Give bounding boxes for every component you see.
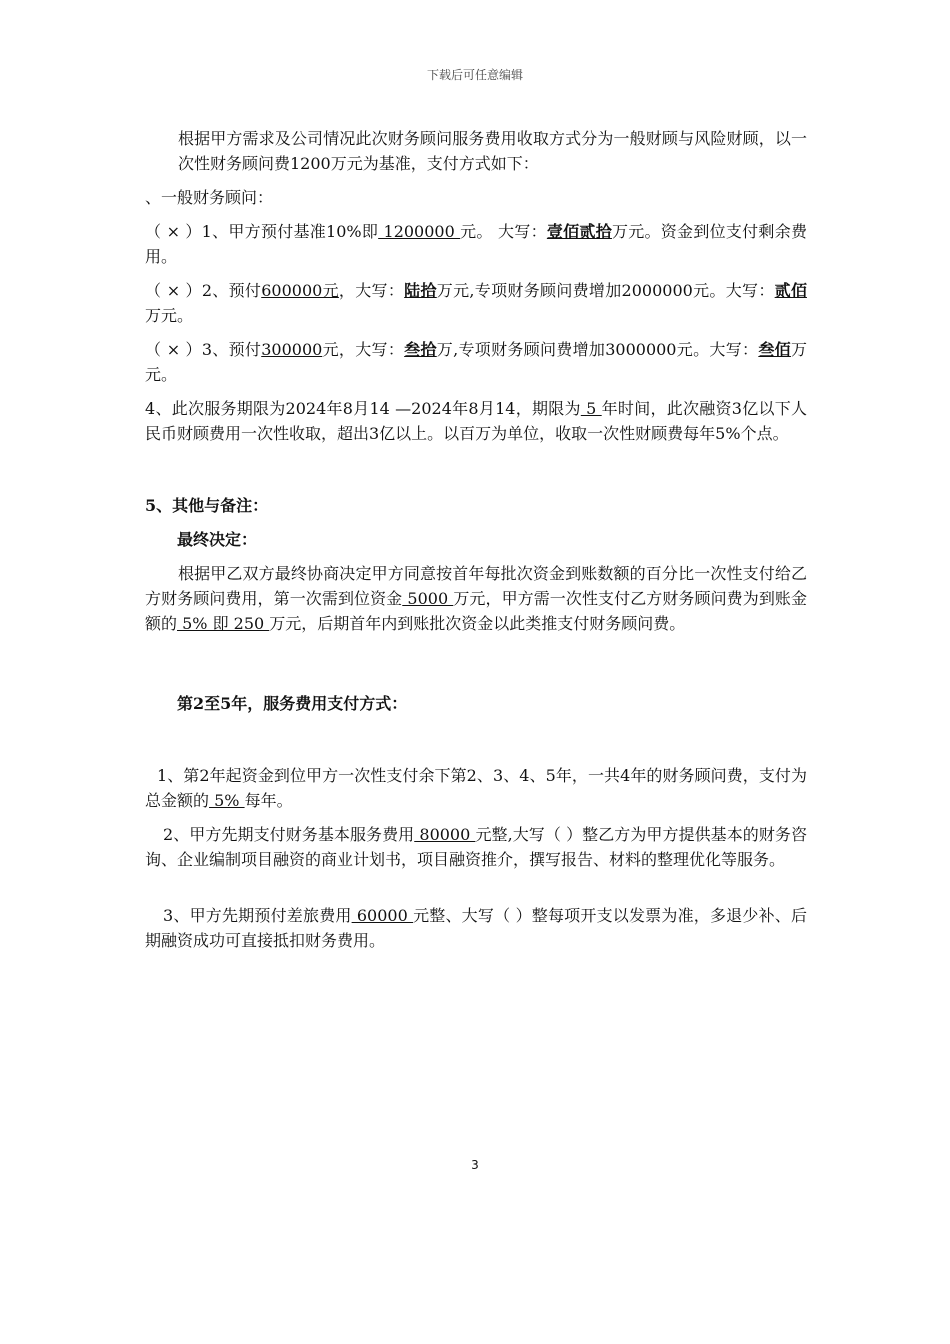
- filled-amount: 600000元: [261, 281, 339, 300]
- other-heading: 5、其他与备注：: [145, 496, 269, 515]
- final-text: 万元，甲方需一次性支付乙方财务顾问费为到账金额的: [145, 589, 807, 633]
- term-text: 年时间，此次融资3亿以下人民币财顾费用一次性收取，超出3亿以上。以百万为单位，收取一次性财顾费每年5%个点。: [145, 399, 807, 443]
- item-text: 元整、大写（ ）整每项开支以发票为准，多退少补、后期融资成功可直接抵扣财务费用。: [145, 906, 807, 950]
- page-header: 下载后可任意编辑: [426, 68, 523, 82]
- item-text: 3、甲方先期预付差旅费用: [163, 906, 352, 925]
- item-3: [145, 903, 807, 953]
- option-text: 万元。: [145, 306, 194, 325]
- filled-amount: 300000: [261, 340, 323, 359]
- final-heading: 最终决定：: [177, 530, 258, 549]
- item-text: 2、甲方先期支付财务基本服务费用: [163, 825, 415, 844]
- spacer: [145, 881, 807, 903]
- filled-amount-words: 叁佰: [758, 340, 791, 359]
- years-heading: 第2至5年，服务费用支付方式：: [177, 694, 408, 713]
- item-1: [145, 763, 807, 813]
- option-text: 万元。: [145, 340, 807, 384]
- option-text: 万元,专项财务顾问费增加2000000元。大写：: [436, 281, 775, 300]
- final-text: 万元，后期首年内到账批次资金以此类推支付财务顾问费。: [269, 614, 686, 633]
- item-text: 1、第2年起资金到位甲方一次性支付余下第2、3、4、5年，一共4年的财务顾问费，支付为总金额的: [145, 766, 807, 810]
- term-text: 4、此次服务期限为2024年8月14 —2024年8月14，期限为: [145, 399, 581, 418]
- general-heading: 、一般财务顾问：: [145, 188, 274, 207]
- option-mark: （ × ）: [145, 222, 202, 241]
- final-text: 根据甲乙双方最终协商决定甲方同意按首年每批次资金到账数额的百分比一次性支付给乙方财务顾问费用，第一次需到位资金: [145, 564, 807, 608]
- option-text: 元。 大写：: [460, 222, 547, 241]
- filled-amount: 60000: [351, 906, 414, 925]
- option-2: [145, 278, 807, 328]
- spacer: [145, 645, 807, 691]
- filled-years: 5: [580, 399, 602, 418]
- filled-amount: 80000: [414, 825, 476, 844]
- option-text: ，大写：: [338, 281, 405, 300]
- intro-text: 根据甲方需求及公司情况此次财务顾问服务费用收取方式分为一般财顾与风险财顾，以一次性财务顾问费1200万元为基准，支付方式如下：: [178, 129, 807, 173]
- option-mark: （ × ）: [145, 281, 202, 300]
- page-number: 3: [471, 1158, 479, 1172]
- spacer: [145, 455, 807, 493]
- item-2: [145, 822, 807, 872]
- item-text: 元整,大写（ ）整乙方为甲方提供基本的财务咨询、企业编制项目融资的商业计划书，项目融资推介，撰写报告、材料的整理优化等服务。: [145, 825, 807, 869]
- term-paragraph: [145, 396, 807, 446]
- document-body: [145, 126, 807, 962]
- final-paragraph: [145, 561, 807, 636]
- filled-amount-words: 壹佰贰拾: [546, 222, 612, 241]
- spacer: [145, 725, 807, 763]
- item-text: 每年。: [244, 791, 293, 810]
- intro-paragraph: [145, 126, 807, 176]
- option-text: 元，大写：: [322, 340, 405, 359]
- filled-amount-words: 贰佰: [774, 281, 807, 300]
- filled-amount: 5000: [402, 589, 454, 608]
- filled-amount: 1200000: [378, 222, 461, 241]
- option-1: [145, 219, 807, 269]
- option-text: 1、甲方预付基准10%即: [201, 222, 379, 241]
- filled-amount-words: 叁拾: [404, 340, 437, 359]
- filled-amount: 5% 即 250: [177, 614, 270, 633]
- option-text: 3、预付: [201, 340, 262, 359]
- option-text: 万,专项财务顾问费增加3000000元。大写：: [436, 340, 759, 359]
- filled-percent: 5%: [209, 791, 245, 810]
- option-text: 2、预付: [201, 281, 262, 300]
- option-3: [145, 337, 807, 387]
- filled-amount-words: 陆拾: [404, 281, 437, 300]
- option-mark: （ × ）: [145, 340, 202, 359]
- option-text: 万元。资金到位支付剩余费用。: [145, 222, 807, 266]
